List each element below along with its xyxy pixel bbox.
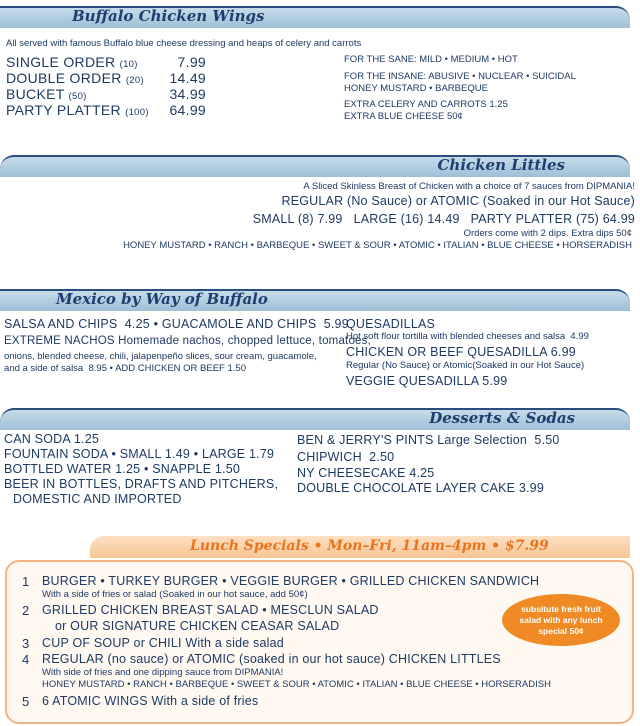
lunch-item-5: 6 ATOMIC WINGS With a side of fries (42, 694, 259, 708)
desserts-benjerry: BEN & JERRY'S PINTS Large Selection 5.50 (297, 433, 560, 447)
fruit-salad-badge: subsitute fresh fruit salad with any lunch special 50¢ (502, 594, 620, 646)
wings-note-insane: FOR THE INSANE: ABUSIVE • NUCLEAR • SUICIDAL (344, 71, 576, 82)
lunch-item-4-sub: With side of fries and one dipping sauce from DIPMANIA! (42, 667, 284, 678)
mexico-quesadillas: QUESADILLAS (346, 317, 436, 331)
wings-note-honey: HONEY MUSTARD • BARBEQUE (344, 83, 488, 94)
mexico-chicken-quesadilla: CHICKEN OR BEEF QUESADILLA 6.99 (346, 345, 576, 359)
wings-item-bucket: BUCKET (50) 34.99 (6, 86, 206, 102)
lunch-title: Lunch Specials • Mon–Fri, 11am–4pm • $7.99 (190, 538, 549, 554)
mexico-nachos: EXTREME NACHOS Homemade nachos, chopped lettuce, tomatoes, (4, 335, 371, 347)
desserts-choc-cake: DOUBLE CHOCOLATE LAYER CAKE 3.99 (297, 481, 544, 495)
mexico-quesadillas-desc: Hot soft flour tortilla with blended cheeses and salsa 4.99 (346, 331, 589, 342)
littles-title: Chicken Littles (437, 156, 565, 174)
lunch-item-2: GRILLED CHICKEN BREAST SALAD • MESCLUN SALAD (42, 603, 379, 617)
lunch-item-1: BURGER • TURKEY BURGER • VEGGIE BURGER • GRILLED CHICKEN SANDWICH (42, 574, 540, 588)
mexico-nachos-salsa: and a side of salsa 8.95 • ADD CHICKEN OR BEEF 1.50 (4, 363, 246, 374)
lunch-item-3: CUP OF SOUP or CHILI With a side salad (42, 636, 284, 650)
desserts-can-soda: CAN SODA 1.25 (4, 432, 100, 446)
lunch-num-3: 3 (22, 636, 30, 651)
desserts-chipwich: CHIPWICH 2.50 (297, 450, 395, 464)
littles-line5: HONEY MUSTARD • RANCH • BARBEQUE • SWEET & SOUR • ATOMIC • ITALIAN • BLUE CHEESE • HORSERADISH (123, 240, 632, 251)
wings-intro: All served with famous Buffalo blue cheese dressing and heaps of celery and carrots (6, 38, 362, 49)
littles-line3: SMALL (8) 7.99 LARGE (16) 14.49 PARTY PLATTER (75) 64.99 (252, 212, 635, 226)
wings-item-single: SINGLE ORDER (10) 7.99 (6, 54, 206, 70)
lunch-num-1: 1 (22, 574, 30, 589)
wings-item-double: DOUBLE ORDER (20) 14.49 (6, 70, 206, 86)
lunch-num-2: 2 (22, 603, 30, 618)
lunch-item-4: REGULAR (no sauce) or ATOMIC (soaked in our hot sauce) CHICKEN LITTLES (42, 652, 501, 666)
desserts-title: Desserts & Sodas (429, 409, 575, 427)
wings-note-sane: FOR THE SANE: MILD • MEDIUM • HOT (344, 54, 518, 65)
littles-line2: REGULAR (No Sauce) or ATOMIC (Soaked in our Hot Sauce) (281, 194, 635, 208)
lunch-item-2-sub: or OUR SIGNATURE CHICKEN CEASAR SALAD (55, 619, 340, 633)
desserts-water: BOTTLED WATER 1.25 • SNAPPLE 1.50 (4, 462, 241, 476)
desserts-beer: BEER IN BOTTLES, DRAFTS AND PITCHERS, (4, 477, 279, 491)
lunch-num-4: 4 (22, 652, 30, 667)
desserts-fountain: FOUNTAIN SODA • SMALL 1.49 • LARGE 1.79 (4, 447, 275, 461)
littles-line4: Orders come with 2 dips. Extra dips 50¢ (463, 228, 632, 239)
wings-note-celery: EXTRA CELERY AND CARROTS 1.25 (344, 99, 508, 110)
wings-title: Buffalo Chicken Wings (72, 7, 265, 25)
mexico-veggie-quesadilla: VEGGIE QUESADILLA 5.99 (346, 374, 508, 388)
littles-line1: A Sliced Skinless Breast of Chicken with a choice of 7 sauces from DIPMANIA! (303, 181, 635, 192)
lunch-item-1-sub: With a side of fries or salad (Soaked in our hot sauce, add 50¢) (42, 589, 308, 600)
desserts-domestic: DOMESTIC AND IMPORTED (13, 492, 182, 506)
wings-note-bluecheese: EXTRA BLUE CHEESE 50¢ (344, 111, 463, 122)
mexico-title: Mexico by Way of Buffalo (56, 290, 268, 308)
lunch-item-4-sauces: HONEY MUSTARD • RANCH • BARBEQUE • SWEET & SOUR • ATOMIC • ITALIAN • BLUE CHEESE • HORSERADISH (42, 679, 551, 690)
mexico-nachos-desc: onions, blended cheese, chili, jalapenpeño slices, sour cream, guacamole, (4, 351, 317, 362)
desserts-cheesecake: NY CHEESECAKE 4.25 (297, 466, 435, 480)
mexico-chicken-quesadilla-desc: Regular (No Sauce) or Atomic(Soaked in our Hot Sauce) (346, 360, 585, 371)
lunch-num-5: 5 (22, 694, 30, 709)
wings-item-party: PARTY PLATTER (100) 64.99 (6, 102, 206, 118)
mexico-salsa: SALSA AND CHIPS 4.25 • GUACAMOLE AND CHIPS 5.99 (4, 317, 349, 331)
